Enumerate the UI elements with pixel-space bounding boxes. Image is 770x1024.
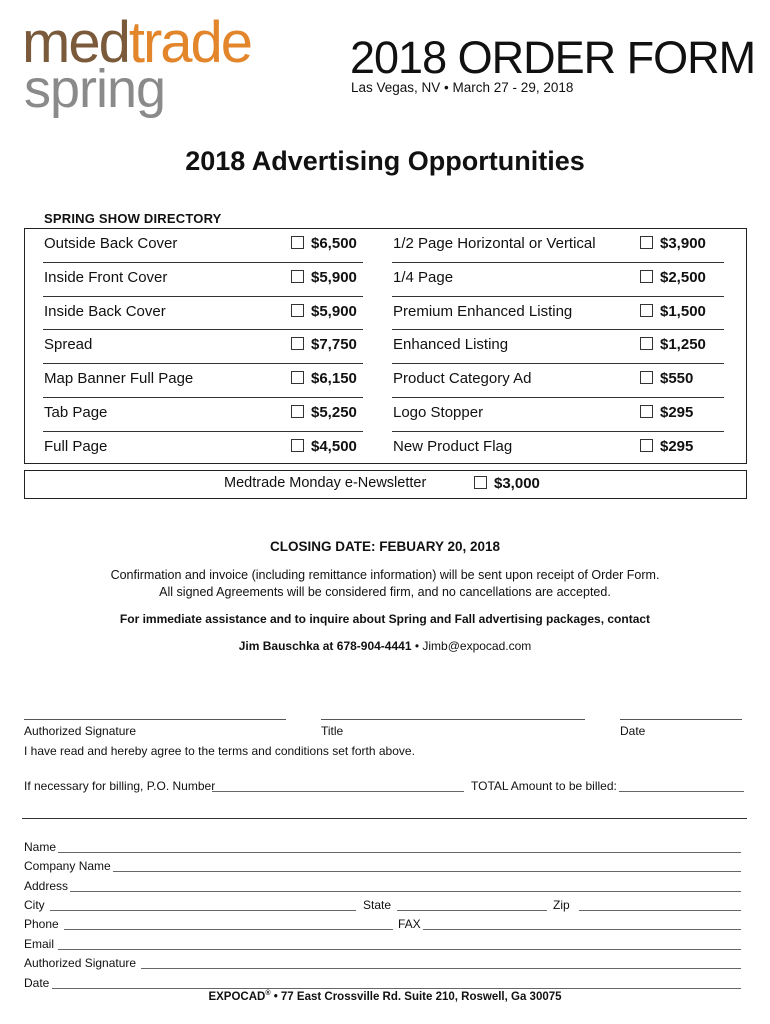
right-item-checkbox[interactable] (640, 337, 653, 350)
right-item-checkbox[interactable] (640, 405, 653, 418)
directory-row (25, 432, 746, 466)
newsletter-option[interactable] (474, 475, 540, 492)
left-item-checkbox[interactable] (291, 270, 304, 283)
right-item-checkbox[interactable] (640, 236, 653, 249)
footer-brand: EXPOCAD (208, 990, 266, 1003)
directory-row (25, 364, 746, 398)
email-field[interactable] (58, 949, 741, 950)
newsletter-checkbox[interactable] (474, 476, 487, 489)
left-item-label: Outside Back Cover (44, 235, 178, 252)
left-item-checkbox[interactable] (291, 304, 304, 317)
zip-field[interactable] (579, 910, 741, 911)
confirmation-line-2: All signed Agreements will be considered firm, and no cancellations are accepted. (159, 585, 611, 599)
address-field[interactable] (70, 891, 741, 892)
right-item-option[interactable] (640, 269, 706, 286)
po-number-field[interactable] (212, 791, 464, 792)
state-field[interactable] (397, 910, 547, 911)
form-title: 2018 ORDER FORM (350, 32, 756, 83)
directory-row (25, 229, 746, 263)
newsletter-price: $3,000 (494, 475, 540, 492)
right-item-option[interactable] (640, 404, 693, 421)
total-amount-label: TOTAL Amount to be billed: (471, 779, 617, 793)
state-label: State (363, 898, 392, 912)
left-item-price: $6,500 (311, 235, 357, 252)
directory-row (25, 297, 746, 331)
contact-name-phone: Jim Bauschka at 678-904-4441 (238, 639, 412, 653)
right-item-label: Premium Enhanced Listing (393, 302, 573, 320)
right-item-checkbox[interactable] (640, 270, 653, 283)
contact-line (0, 639, 770, 653)
title-label: Title (321, 724, 344, 738)
left-item-checkbox[interactable] (291, 337, 304, 350)
right-item-option[interactable] (640, 303, 706, 320)
left-item-option[interactable] (291, 336, 357, 353)
logo-med-text: med (22, 10, 129, 75)
contact-email[interactable]: Jimb@expocad.com (422, 639, 532, 653)
right-item-price: $3,900 (660, 235, 706, 252)
agreement-text: I have read and hereby agree to the terms and conditions set forth above. (24, 744, 415, 758)
address-label: Address (24, 879, 69, 893)
right-item-price: $1,250 (660, 336, 706, 354)
left-item-price: $6,150 (311, 370, 357, 388)
right-item-price: $1,500 (660, 302, 706, 320)
right-item-option[interactable] (640, 235, 706, 252)
authorized-signature-line[interactable] (24, 719, 286, 720)
left-item-checkbox[interactable] (291, 236, 304, 249)
date-line[interactable] (620, 719, 742, 720)
logo-trade-text: trade (128, 10, 252, 75)
right-item-label: Logo Stopper (393, 404, 484, 421)
right-item-price: $295 (660, 404, 694, 421)
po-number-label: If necessary for billing, P.O. Number (24, 779, 216, 793)
newsletter-label: Medtrade Monday e-Newsletter (224, 475, 427, 491)
right-item-label: Enhanced Listing (393, 336, 509, 354)
city-field[interactable] (50, 910, 356, 911)
right-item-price: $295 (660, 437, 694, 455)
total-amount-field[interactable] (619, 791, 744, 792)
title-line[interactable] (321, 719, 585, 720)
left-item-option[interactable] (291, 235, 357, 252)
directory-row (25, 398, 746, 432)
zip-label: Zip (553, 898, 570, 912)
fax-label: FAX (398, 917, 421, 931)
email-label: Email (24, 937, 55, 951)
right-item-checkbox[interactable] (640, 304, 653, 317)
right-item-checkbox[interactable] (640, 439, 653, 452)
page-heading: 2018 Advertising Opportunities (185, 146, 585, 176)
fax-field[interactable] (423, 929, 741, 930)
footer-registered-mark: ® (265, 990, 271, 997)
name-field[interactable] (58, 852, 741, 853)
left-item-label: Tab Page (44, 404, 108, 421)
date-field[interactable] (52, 988, 741, 989)
left-item-price: $5,900 (311, 302, 357, 320)
name-label: Name (24, 840, 57, 854)
confirmation-line-1: Confirmation and invoice (including remittance information) will be sent upon receipt of Order Form. (110, 568, 660, 582)
right-item-label: Product Category Ad (393, 370, 532, 388)
city-label: City (24, 898, 45, 912)
right-item-label: 1/4 Page (393, 268, 454, 286)
phone-field[interactable] (64, 929, 393, 930)
right-item-option[interactable] (640, 438, 693, 455)
footer-address-text: • 77 East Crossville Rd. Suite 210, Roswell, Ga 30075 (270, 990, 562, 1003)
date-field-label: Date (24, 976, 50, 990)
left-item-label: Spread (44, 336, 93, 354)
left-item-checkbox[interactable] (291, 439, 304, 452)
section-divider (22, 818, 747, 819)
right-item-price: $550 (660, 370, 694, 388)
footer-address (0, 990, 770, 1003)
auth-signature-field[interactable] (141, 968, 741, 969)
company-label: Company Name (24, 859, 111, 873)
directory-section-label: SPRING SHOW DIRECTORY (44, 211, 222, 226)
logo-spring-text: spring (24, 59, 166, 119)
closing-date: CLOSING DATE: FEBUARY 20, 2018 (269, 539, 501, 554)
left-item-price: $5,900 (311, 268, 357, 286)
left-item-option[interactable] (291, 370, 357, 387)
left-item-option[interactable] (291, 404, 357, 421)
left-item-option[interactable] (291, 269, 357, 286)
left-item-option[interactable] (291, 303, 357, 320)
directory-row (25, 263, 746, 297)
directory-table (24, 228, 747, 464)
auth-signature-label: Authorized Signature (24, 956, 137, 970)
left-item-price: $4,500 (311, 437, 357, 455)
left-item-price: $5,250 (311, 404, 357, 421)
directory-row (25, 330, 746, 364)
left-item-checkbox[interactable] (291, 371, 304, 384)
assistance-text: For immediate assistance and to inquire about Spring and Fall advertising packages, contact (119, 612, 651, 626)
authorized-signature-label: Authorized Signature (24, 724, 137, 738)
right-item-label: 1/2 Page Horizontal or Vertical (393, 235, 596, 252)
left-item-checkbox[interactable] (291, 405, 304, 418)
contact-separator: • (411, 639, 423, 653)
left-item-label: Inside Front Cover (44, 268, 168, 286)
form-subtitle: Las Vegas, NV • March 27 - 29, 2018 (351, 80, 574, 95)
left-item-option[interactable] (291, 438, 357, 455)
left-item-label: Full Page (44, 437, 108, 455)
right-item-option[interactable] (640, 370, 693, 387)
right-item-checkbox[interactable] (640, 371, 653, 384)
right-item-option[interactable] (640, 336, 706, 353)
date-label: Date (620, 724, 646, 738)
left-item-label: Map Banner Full Page (44, 370, 194, 388)
left-item-label: Inside Back Cover (44, 302, 166, 320)
left-item-price: $7,750 (311, 336, 357, 354)
company-field[interactable] (113, 871, 741, 872)
phone-label: Phone (24, 917, 59, 931)
right-item-price: $2,500 (660, 268, 706, 286)
right-item-label: New Product Flag (393, 437, 513, 455)
